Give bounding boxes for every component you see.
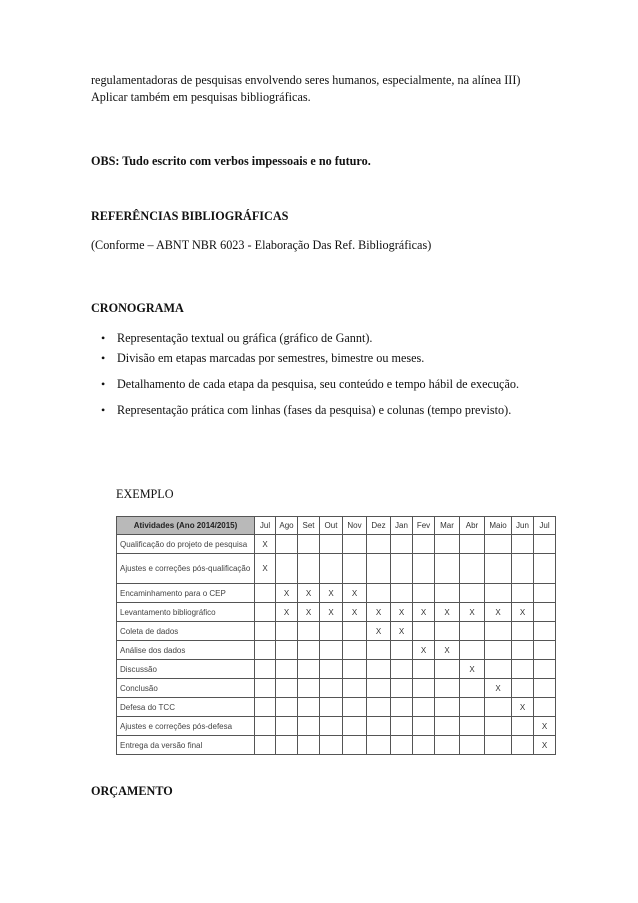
month-column-header: Jul [534, 517, 556, 535]
schedule-mark-cell [460, 554, 485, 584]
bullet-icon: • [101, 403, 106, 417]
schedule-mark-cell [320, 535, 343, 554]
schedule-bullet-list [91, 330, 551, 419]
list-item: • Representação textual ou gráfica (gráfico de Gannt). [101, 331, 373, 345]
schedule-mark-cell: X [320, 603, 343, 622]
month-column-header: Dez [367, 517, 391, 535]
schedule-mark-cell [255, 603, 276, 622]
list-item: • Detalhamento de cada etapa da pesquisa, seu conteúdo e tempo hábil de execução. [101, 377, 520, 391]
schedule-mark-cell [485, 736, 512, 755]
activity-cell: Ajustes e correções pós-defesa [117, 717, 255, 736]
schedule-mark-cell: X [413, 641, 435, 660]
month-column-header: Out [320, 517, 343, 535]
schedule-mark-cell: X [276, 603, 298, 622]
schedule-mark-cell [435, 717, 460, 736]
budget-heading: ORÇAMENTO [91, 784, 173, 798]
schedule-mark-cell [435, 736, 460, 755]
schedule-mark-cell [512, 554, 534, 584]
schedule-mark-cell [512, 679, 534, 698]
schedule-mark-cell [435, 698, 460, 717]
activity-cell: Entrega da versão final [117, 736, 255, 755]
schedule-mark-cell: X [367, 603, 391, 622]
schedule-mark-cell [255, 622, 276, 641]
schedule-mark-cell [391, 554, 413, 584]
activity-cell: Discussão [117, 660, 255, 679]
schedule-mark-cell [413, 660, 435, 679]
schedule-table-wrapper [116, 516, 556, 755]
schedule-mark-cell [320, 736, 343, 755]
schedule-mark-cell [413, 717, 435, 736]
schedule-mark-cell: X [534, 717, 556, 736]
schedule-mark-cell [367, 535, 391, 554]
schedule-mark-cell [367, 717, 391, 736]
schedule-mark-cell [255, 736, 276, 755]
table-row [117, 717, 556, 736]
schedule-mark-cell [485, 641, 512, 660]
schedule-mark-cell [512, 660, 534, 679]
schedule-mark-cell [320, 717, 343, 736]
schedule-mark-cell [435, 535, 460, 554]
month-column-header: Fev [413, 517, 435, 535]
schedule-mark-cell [435, 622, 460, 641]
schedule-mark-cell [485, 660, 512, 679]
schedule-mark-cell [367, 641, 391, 660]
schedule-mark-cell [512, 584, 534, 603]
table-row [117, 698, 556, 717]
schedule-mark-cell [255, 660, 276, 679]
schedule-mark-cell: X [320, 584, 343, 603]
schedule-mark-cell [276, 660, 298, 679]
schedule-mark-cell [534, 554, 556, 584]
bullet-icon: • [101, 331, 106, 345]
schedule-mark-cell [391, 736, 413, 755]
schedule-mark-cell: X [435, 603, 460, 622]
schedule-mark-cell: X [485, 679, 512, 698]
schedule-heading: CRONOGRAMA [91, 301, 184, 315]
schedule-mark-cell [485, 584, 512, 603]
schedule-mark-cell [413, 679, 435, 698]
schedule-mark-cell [435, 660, 460, 679]
schedule-mark-cell: X [298, 584, 320, 603]
schedule-mark-cell [320, 660, 343, 679]
activity-cell: Levantamento bibliográfico [117, 603, 255, 622]
schedule-mark-cell [460, 535, 485, 554]
table-row [117, 641, 556, 660]
schedule-mark-cell [320, 698, 343, 717]
schedule-mark-cell [343, 717, 367, 736]
table-row [117, 554, 556, 584]
month-column-header: Jul [255, 517, 276, 535]
schedule-mark-cell [343, 698, 367, 717]
schedule-mark-cell [343, 660, 367, 679]
schedule-mark-cell [391, 535, 413, 554]
schedule-mark-cell: X [298, 603, 320, 622]
table-row [117, 535, 556, 554]
activity-cell: Qualificação do projeto de pesquisa [117, 535, 255, 554]
schedule-table [116, 516, 556, 755]
schedule-mark-cell [276, 679, 298, 698]
schedule-mark-cell [391, 698, 413, 717]
schedule-mark-cell [485, 717, 512, 736]
schedule-mark-cell: X [512, 698, 534, 717]
schedule-mark-cell [255, 679, 276, 698]
references-heading: REFERÊNCIAS BIBLIOGRÁFICAS [91, 209, 289, 223]
schedule-mark-cell [343, 535, 367, 554]
schedule-mark-cell [435, 584, 460, 603]
activity-cell: Conclusão [117, 679, 255, 698]
month-column-header: Jan [391, 517, 413, 535]
schedule-mark-cell [460, 736, 485, 755]
table-body [117, 535, 556, 755]
schedule-mark-cell: X [435, 641, 460, 660]
intro-line-1: regulamentadoras de pesquisas envolvendo seres humanos, especialmente, na alínea III) [91, 73, 521, 87]
month-column-header: Set [298, 517, 320, 535]
schedule-mark-cell: X [255, 554, 276, 584]
table-row [117, 679, 556, 698]
schedule-mark-cell [485, 535, 512, 554]
schedule-mark-cell [534, 660, 556, 679]
schedule-mark-cell [413, 554, 435, 584]
schedule-mark-cell: X [255, 535, 276, 554]
schedule-mark-cell [534, 603, 556, 622]
schedule-mark-cell [320, 554, 343, 584]
schedule-mark-cell [255, 717, 276, 736]
schedule-mark-cell [320, 641, 343, 660]
schedule-mark-cell [276, 641, 298, 660]
schedule-mark-cell [435, 679, 460, 698]
activity-column-header: Atividades (Ano 2014/2015) [117, 517, 255, 535]
intro-line-2: Aplicar também em pesquisas bibliográficas. [91, 90, 311, 104]
month-column-header: Ago [276, 517, 298, 535]
schedule-mark-cell [367, 679, 391, 698]
schedule-mark-cell [391, 717, 413, 736]
schedule-mark-cell: X [391, 622, 413, 641]
schedule-mark-cell [413, 584, 435, 603]
schedule-mark-cell [276, 622, 298, 641]
schedule-mark-cell [276, 717, 298, 736]
table-row [117, 584, 556, 603]
activity-cell: Análise dos dados [117, 641, 255, 660]
schedule-mark-cell [534, 698, 556, 717]
schedule-mark-cell [255, 641, 276, 660]
table-row [117, 622, 556, 641]
schedule-mark-cell [276, 736, 298, 755]
schedule-mark-cell [460, 698, 485, 717]
schedule-mark-cell [460, 717, 485, 736]
schedule-mark-cell: X [460, 660, 485, 679]
schedule-mark-cell [413, 736, 435, 755]
table-row [117, 660, 556, 679]
schedule-mark-cell [343, 554, 367, 584]
list-item: • Divisão em etapas marcadas por semestres, bimestre ou meses. [101, 351, 425, 365]
schedule-mark-cell [435, 554, 460, 584]
schedule-mark-cell [298, 679, 320, 698]
schedule-mark-cell [534, 641, 556, 660]
schedule-mark-cell [320, 622, 343, 641]
schedule-mark-cell [276, 698, 298, 717]
schedule-mark-cell [343, 679, 367, 698]
schedule-mark-cell: X [534, 736, 556, 755]
schedule-mark-cell [534, 679, 556, 698]
schedule-mark-cell [367, 584, 391, 603]
activity-cell: Encaminhamento para o CEP [117, 584, 255, 603]
schedule-mark-cell [485, 698, 512, 717]
schedule-mark-cell: X [343, 584, 367, 603]
table-row [117, 736, 556, 755]
schedule-mark-cell [298, 717, 320, 736]
example-label: EXEMPLO [116, 487, 174, 501]
month-column-header: Abr [460, 517, 485, 535]
schedule-mark-cell [391, 584, 413, 603]
list-item: • Representação prática com linhas (fases da pesquisa) e colunas (tempo previsto). [101, 403, 512, 417]
schedule-mark-cell [298, 736, 320, 755]
month-column-header: Maio [485, 517, 512, 535]
schedule-mark-cell [512, 622, 534, 641]
schedule-mark-cell [367, 554, 391, 584]
bullet-icon: • [101, 377, 106, 391]
schedule-mark-cell [276, 535, 298, 554]
schedule-mark-cell [512, 535, 534, 554]
schedule-mark-cell [343, 641, 367, 660]
schedule-mark-cell [460, 679, 485, 698]
schedule-mark-cell [391, 641, 413, 660]
schedule-mark-cell: X [512, 603, 534, 622]
activity-cell: Coleta de dados [117, 622, 255, 641]
month-column-header: Mar [435, 517, 460, 535]
schedule-mark-cell [413, 535, 435, 554]
activity-cell: Defesa do TCC [117, 698, 255, 717]
schedule-mark-cell [298, 535, 320, 554]
schedule-mark-cell: X [413, 603, 435, 622]
schedule-mark-cell [276, 554, 298, 584]
activity-cell: Ajustes e correções pós-qualificação [117, 554, 255, 584]
bullet-icon: • [101, 351, 106, 365]
schedule-mark-cell: X [391, 603, 413, 622]
schedule-mark-cell [255, 698, 276, 717]
schedule-mark-cell [298, 698, 320, 717]
schedule-mark-cell [320, 679, 343, 698]
schedule-mark-cell: X [485, 603, 512, 622]
schedule-mark-cell [460, 641, 485, 660]
table-header-row [117, 517, 556, 535]
schedule-mark-cell [367, 660, 391, 679]
schedule-mark-cell [298, 622, 320, 641]
schedule-mark-cell [343, 736, 367, 755]
schedule-mark-cell [298, 660, 320, 679]
schedule-mark-cell [391, 679, 413, 698]
schedule-mark-cell [512, 641, 534, 660]
schedule-mark-cell [367, 698, 391, 717]
schedule-mark-cell [413, 698, 435, 717]
schedule-mark-cell [534, 622, 556, 641]
month-column-header: Jun [512, 517, 534, 535]
schedule-mark-cell [255, 584, 276, 603]
schedule-mark-cell: X [367, 622, 391, 641]
schedule-mark-cell [343, 622, 367, 641]
schedule-mark-cell [460, 622, 485, 641]
schedule-mark-cell: X [460, 603, 485, 622]
schedule-mark-cell [534, 584, 556, 603]
obs-note: OBS: Tudo escrito com verbos impessoais e no futuro. [91, 154, 371, 168]
schedule-mark-cell [460, 584, 485, 603]
table-row [117, 603, 556, 622]
month-column-header: Nov [343, 517, 367, 535]
schedule-mark-cell [512, 736, 534, 755]
references-note: (Conforme – ABNT NBR 6023 - Elaboração Das Ref. Bibliográficas) [91, 238, 432, 252]
schedule-mark-cell [413, 622, 435, 641]
schedule-mark-cell: X [276, 584, 298, 603]
schedule-mark-cell [367, 736, 391, 755]
schedule-mark-cell [485, 554, 512, 584]
schedule-mark-cell [298, 641, 320, 660]
schedule-mark-cell [534, 535, 556, 554]
schedule-mark-cell [512, 717, 534, 736]
schedule-mark-cell: X [343, 603, 367, 622]
schedule-mark-cell [485, 622, 512, 641]
schedule-mark-cell [391, 660, 413, 679]
schedule-mark-cell [298, 554, 320, 584]
